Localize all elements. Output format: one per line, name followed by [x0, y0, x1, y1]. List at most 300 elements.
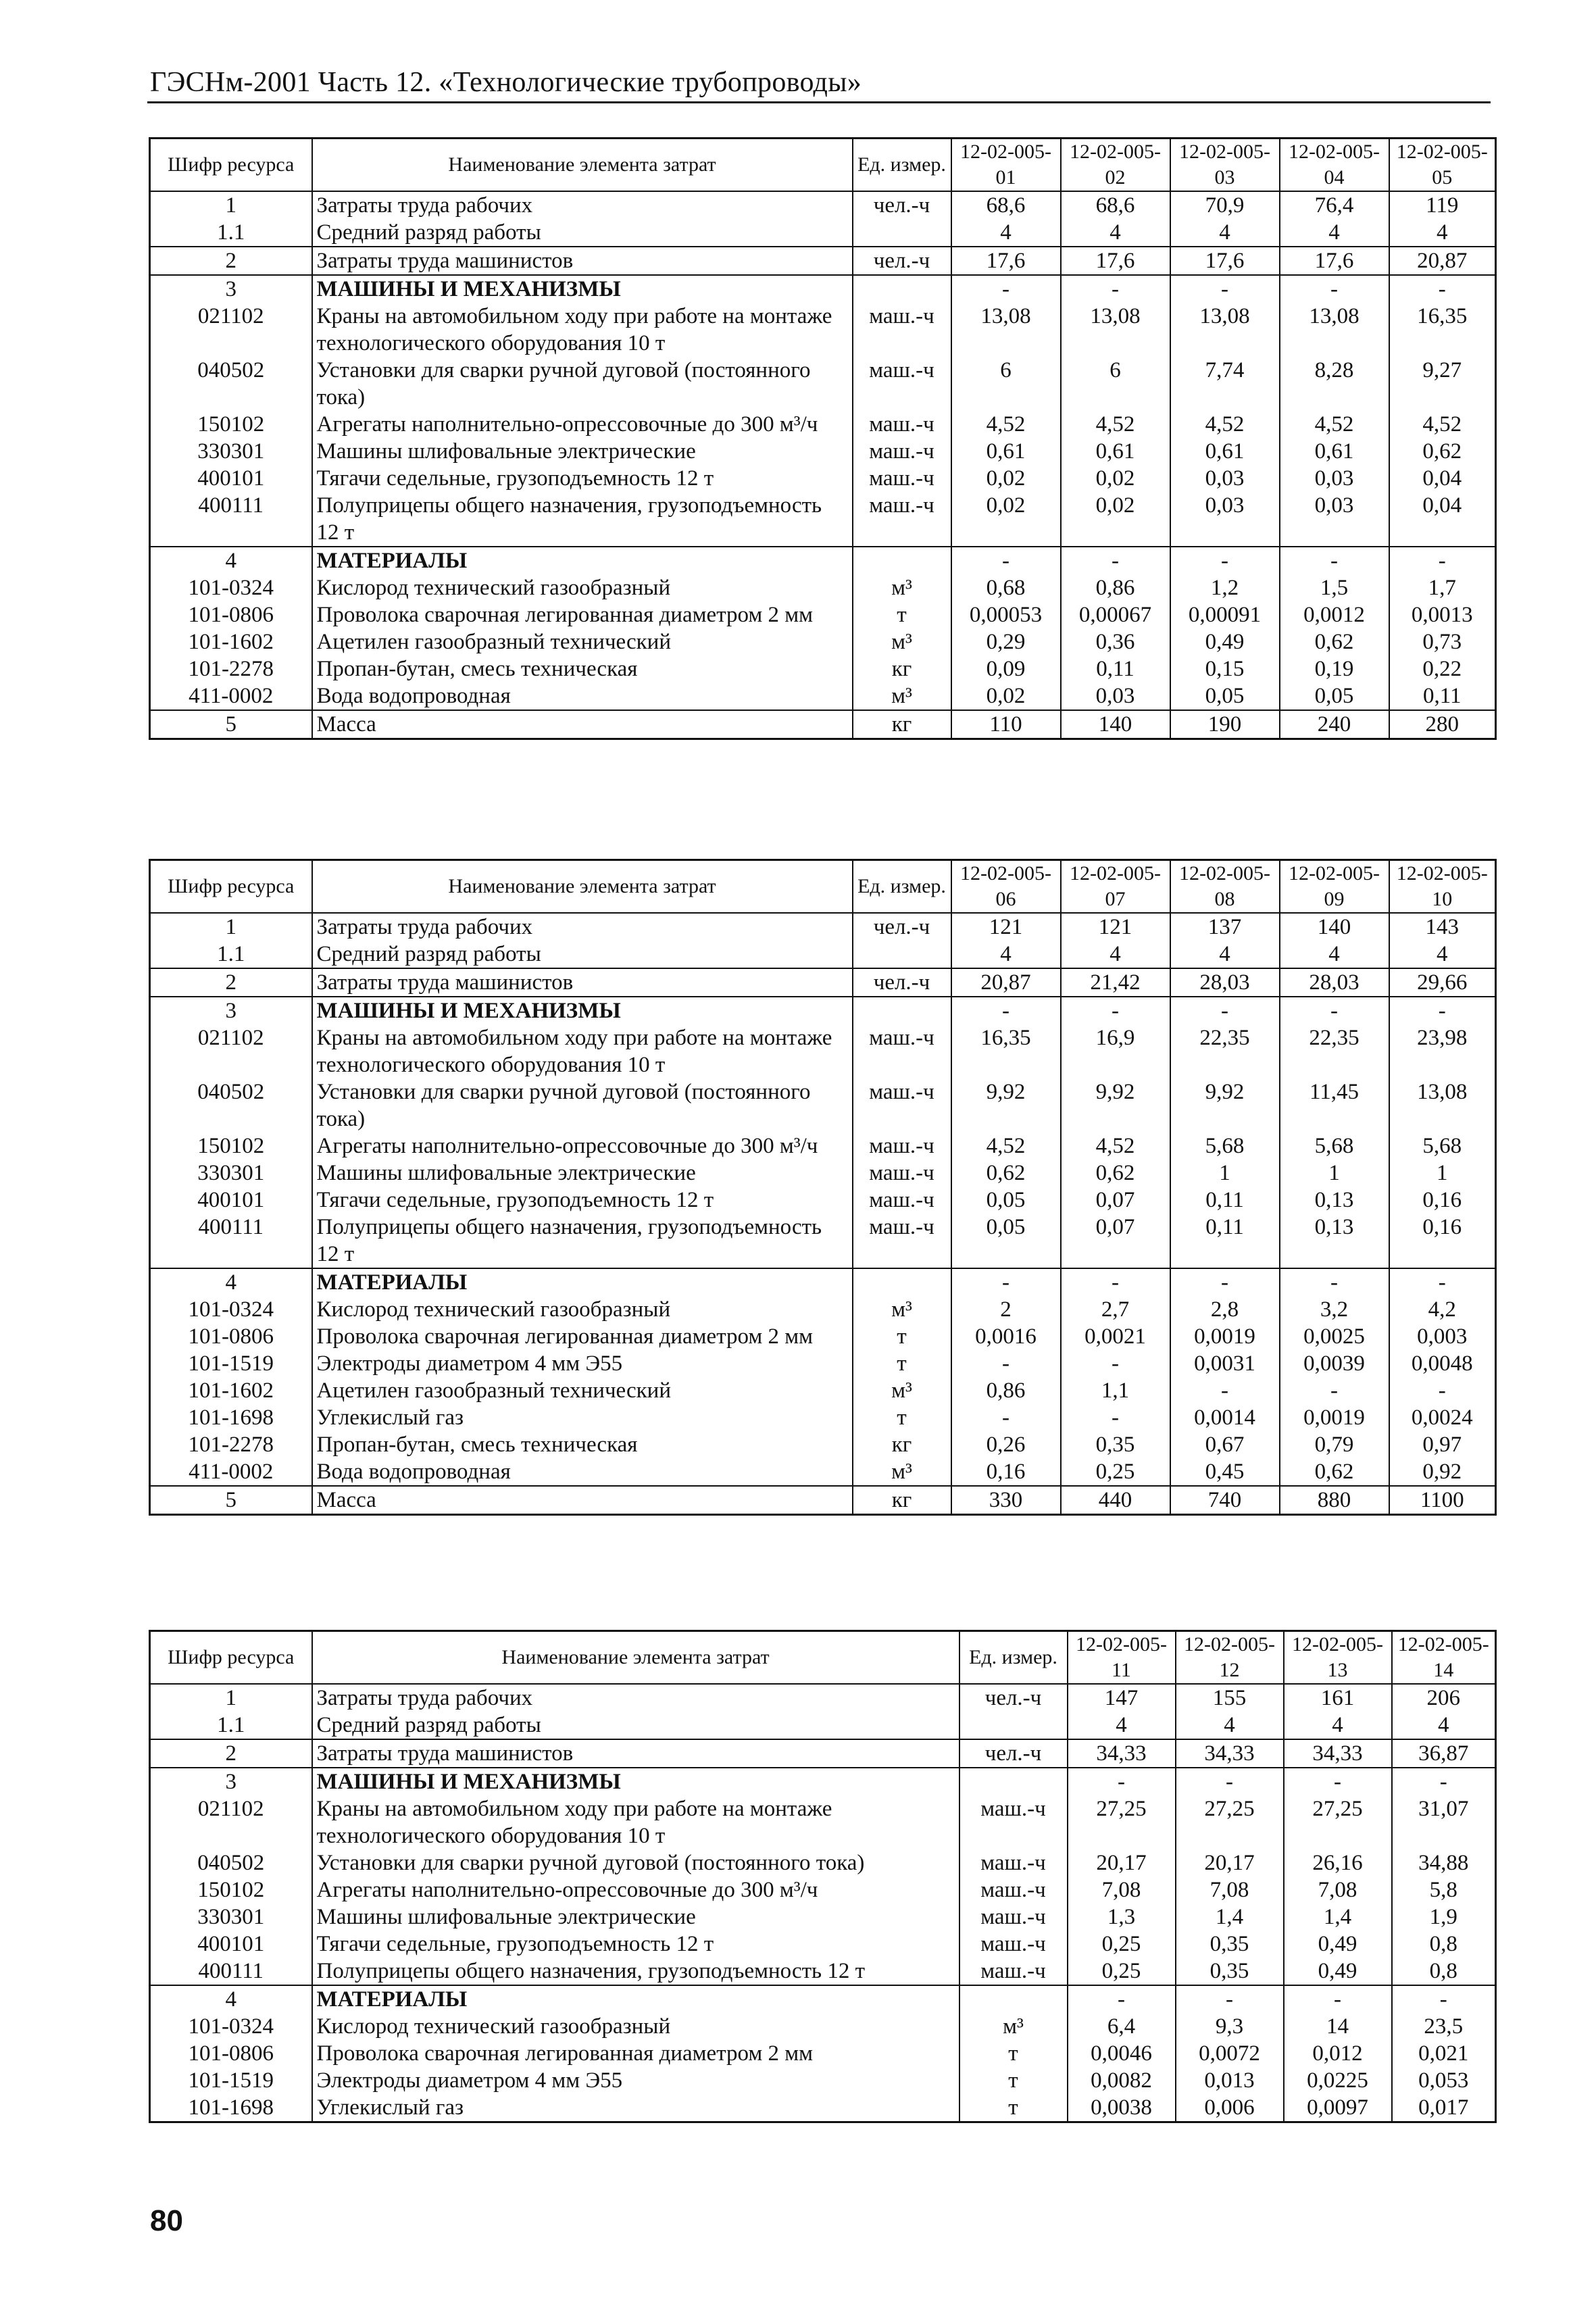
norm-value: 1,4 [1176, 1903, 1284, 1931]
resource-code: 101-2278 [150, 655, 312, 682]
table-row [150, 303, 1496, 357]
norm-value: 13,08 [1170, 303, 1280, 357]
norm-value: 0,006 [1176, 2094, 1284, 2122]
norm-value: 240 [1280, 710, 1389, 739]
unit-of-measure [853, 941, 951, 968]
norm-value: 0,73 [1389, 628, 1496, 655]
norm-value: 440 [1061, 1486, 1170, 1515]
unit-of-measure [959, 1985, 1068, 2013]
norm-value: 161 [1284, 1684, 1392, 1712]
cost-element-name: Вода водопроводная [312, 1458, 853, 1486]
norm-value: 0,16 [951, 1458, 1061, 1486]
norm-value: 0,03 [1280, 465, 1389, 492]
norm-value: 0,02 [951, 492, 1061, 547]
norm-value: 28,03 [1170, 968, 1280, 997]
norm-value: 0,0048 [1389, 1350, 1496, 1377]
unit-of-measure: т [959, 2094, 1068, 2122]
resource-code: 400101 [150, 1187, 312, 1214]
norm-value: 68,6 [1061, 191, 1170, 219]
unit-of-measure: т [959, 2040, 1068, 2067]
norm-value: 0,0038 [1068, 2094, 1176, 2122]
norm-value: 13,08 [1389, 1078, 1496, 1132]
resource-code: 040502 [150, 1078, 312, 1132]
norm-value: 880 [1280, 1486, 1389, 1515]
norm-value: 0,13 [1280, 1187, 1389, 1214]
norm-value: 4 [1176, 1712, 1284, 1739]
table-row [150, 1350, 1496, 1377]
norm-value: 28,03 [1280, 968, 1389, 997]
table-row [150, 547, 1496, 574]
norm-value: - [1280, 997, 1389, 1024]
resource-code: 021102 [150, 1024, 312, 1078]
norm-value: 0,0019 [1170, 1323, 1280, 1350]
unit-of-measure: маш.-ч [853, 411, 951, 438]
norm-value: 7,08 [1284, 1876, 1392, 1903]
norm-value: 0,0012 [1280, 601, 1389, 628]
table-row [150, 357, 1496, 411]
unit-of-measure: т [853, 601, 951, 628]
unit-of-measure: чел.-ч [853, 968, 951, 997]
cost-element-name: Агрегаты наполнительно-опрессовочные до 300 м³/ч [312, 1132, 853, 1160]
norm-value: - [1284, 1768, 1392, 1795]
table-row [150, 1024, 1496, 1078]
norm-value: - [1176, 1768, 1284, 1795]
unit-of-measure: чел.-ч [959, 1739, 1068, 1768]
norm-value: 330 [951, 1486, 1061, 1515]
resource-code: 040502 [150, 1849, 312, 1876]
unit-of-measure: т [959, 2067, 1068, 2094]
norm-value: 9,27 [1389, 357, 1496, 411]
resource-code: 400101 [150, 1931, 312, 1958]
table-row [150, 1958, 1496, 1985]
unit-of-measure: маш.-ч [853, 1078, 951, 1132]
cost-element-name: Полуприцепы общего назначения, грузоподъемность 12 т [312, 1214, 853, 1268]
norm-value: 4 [1392, 1712, 1496, 1739]
norm-value: 4,52 [1389, 411, 1496, 438]
unit-of-measure: маш.-ч [959, 1876, 1068, 1903]
norm-value: 4,52 [1170, 411, 1280, 438]
unit-of-measure: чел.-ч [853, 191, 951, 219]
cost-element-name: Электроды диаметром 4 мм Э55 [312, 2067, 959, 2094]
norm-value: 0,16 [1389, 1187, 1496, 1214]
norm-value: 0,017 [1392, 2094, 1496, 2122]
norm-value: 0,26 [951, 1431, 1061, 1458]
cost-element-name: МАШИНЫ И МЕХАНИЗМЫ [312, 1768, 959, 1795]
norm-value: 0,62 [1280, 628, 1389, 655]
resource-code: 330301 [150, 1160, 312, 1187]
cost-element-name: Средний разряд работы [312, 219, 853, 247]
norm-value: 17,6 [951, 247, 1061, 275]
table-row [150, 2013, 1496, 2040]
norm-value: 4 [1284, 1712, 1392, 1739]
norm-value: - [1170, 1268, 1280, 1296]
norm-value: 0,05 [951, 1214, 1061, 1268]
resource-code: 101-0324 [150, 574, 312, 601]
unit-of-measure: кг [853, 1486, 951, 1515]
table-header-row [150, 1631, 1496, 1685]
norm-value: 0,61 [1061, 438, 1170, 465]
unit-of-measure: м³ [959, 2013, 1068, 2040]
table-row [150, 191, 1496, 219]
norm-value: 17,6 [1061, 247, 1170, 275]
table-row [150, 1768, 1496, 1795]
column-header-unit: Ед. измер. [853, 860, 951, 914]
cost-element-name: Кислород технический газообразный [312, 2013, 959, 2040]
norm-value: 4 [1068, 1712, 1176, 1739]
column-header-name: Наименование элемента затрат [312, 1631, 959, 1685]
table-header-row [150, 139, 1496, 192]
column-header-unit: Ед. измер. [853, 139, 951, 192]
cost-element-name: Ацетилен газообразный технический [312, 1377, 853, 1404]
column-header-norm: 12-02-005-12 [1176, 1631, 1284, 1685]
resource-code: 1 [150, 191, 312, 219]
norm-value: 0,25 [1068, 1958, 1176, 1985]
norm-value: - [951, 275, 1061, 303]
norm-value: 137 [1170, 913, 1280, 941]
norm-value: 206 [1392, 1684, 1496, 1712]
table-row [150, 1078, 1496, 1132]
norm-value: 16,35 [951, 1024, 1061, 1078]
norm-value: 1,3 [1068, 1903, 1176, 1931]
column-header-norm: 12-02-005-08 [1170, 860, 1280, 914]
norm-value: 0,35 [1176, 1958, 1284, 1985]
norm-value: 5,68 [1389, 1132, 1496, 1160]
norm-value: 155 [1176, 1684, 1284, 1712]
cost-element-name: Средний разряд работы [312, 1712, 959, 1739]
norm-value: 20,17 [1176, 1849, 1284, 1876]
norm-value: 0,97 [1389, 1431, 1496, 1458]
resource-code: 3 [150, 275, 312, 303]
norm-value: 0,61 [1280, 438, 1389, 465]
cost-element-name: Установки для сварки ручной дуговой (постоянного тока) [312, 1849, 959, 1876]
norm-table-3 [149, 1630, 1497, 2123]
norm-value: 0,0016 [951, 1323, 1061, 1350]
unit-of-measure [853, 997, 951, 1024]
norm-value: 3,2 [1280, 1296, 1389, 1323]
cost-element-name: Затраты труда рабочих [312, 1684, 959, 1712]
norm-value: 6 [951, 357, 1061, 411]
cost-element-name: Электроды диаметром 4 мм Э55 [312, 1350, 853, 1377]
resource-code: 101-1602 [150, 628, 312, 655]
norm-value: 0,0082 [1068, 2067, 1176, 2094]
resource-code: 400111 [150, 1214, 312, 1268]
norm-value: 0,02 [951, 465, 1061, 492]
norm-value: 23,5 [1392, 2013, 1496, 2040]
norm-value: - [951, 997, 1061, 1024]
norm-value: 0,15 [1170, 655, 1280, 682]
cost-element-name: Кислород технический газообразный [312, 574, 853, 601]
resource-code: 4 [150, 1268, 312, 1296]
norm-value: 4,52 [1061, 411, 1170, 438]
cost-element-name: МАТЕРИАЛЫ [312, 547, 853, 574]
table-row [150, 1187, 1496, 1214]
cost-element-name: Тягачи седельные, грузоподъемность 12 т [312, 465, 853, 492]
column-header-norm: 12-02-005-04 [1280, 139, 1389, 192]
table-row [150, 411, 1496, 438]
unit-of-measure: маш.-ч [959, 1958, 1068, 1985]
table-row [150, 1458, 1496, 1486]
norm-value: 0,79 [1280, 1431, 1389, 1458]
norm-value: 6 [1061, 357, 1170, 411]
norm-value: 0,07 [1061, 1214, 1170, 1268]
resource-code: 411-0002 [150, 682, 312, 710]
cost-element-name: МАШИНЫ И МЕХАНИЗМЫ [312, 997, 853, 1024]
cost-element-name: Затраты труда машинистов [312, 1739, 959, 1768]
unit-of-measure: м³ [853, 1296, 951, 1323]
norm-value: 121 [951, 913, 1061, 941]
table-row [150, 941, 1496, 968]
unit-of-measure: маш.-ч [853, 465, 951, 492]
unit-of-measure: маш.-ч [853, 1132, 951, 1160]
column-header-norm: 12-02-005-07 [1061, 860, 1170, 914]
norm-value: 110 [951, 710, 1061, 739]
table-row [150, 1712, 1496, 1739]
table-row [150, 465, 1496, 492]
norm-value: 0,49 [1170, 628, 1280, 655]
column-header-code: Шифр ресурса [150, 1631, 312, 1685]
table-row [150, 1486, 1496, 1515]
table-row [150, 601, 1496, 628]
norm-value: 0,03 [1280, 492, 1389, 547]
norm-value: 9,92 [1170, 1078, 1280, 1132]
norm-value: 0,13 [1280, 1214, 1389, 1268]
norm-value: 4 [1170, 941, 1280, 968]
norm-value: 4,52 [1061, 1132, 1170, 1160]
resource-code: 101-0324 [150, 1296, 312, 1323]
norm-value: 280 [1389, 710, 1496, 739]
resource-code: 101-1519 [150, 1350, 312, 1377]
unit-of-measure: м³ [853, 1458, 951, 1486]
table-row [150, 655, 1496, 682]
norm-value: 34,33 [1068, 1739, 1176, 1768]
unit-of-measure: маш.-ч [853, 1187, 951, 1214]
resource-code: 411-0002 [150, 1458, 312, 1486]
norm-value: 4 [1389, 219, 1496, 247]
norm-value: 4 [951, 219, 1061, 247]
column-header-norm: 12-02-005-09 [1280, 860, 1389, 914]
resource-code: 101-1698 [150, 1404, 312, 1431]
norm-value: 0,053 [1392, 2067, 1496, 2094]
norm-value: 13,08 [1280, 303, 1389, 357]
norm-value: 0,92 [1389, 1458, 1496, 1486]
unit-of-measure: т [853, 1323, 951, 1350]
norm-value: 0,003 [1389, 1323, 1496, 1350]
norm-value: 5,68 [1170, 1132, 1280, 1160]
column-header-norm: 12-02-005-14 [1392, 1631, 1496, 1685]
norm-value: 27,25 [1284, 1795, 1392, 1849]
norm-value: 0,09 [951, 655, 1061, 682]
norm-value: 1 [1389, 1160, 1496, 1187]
norm-value: 2,8 [1170, 1296, 1280, 1323]
cost-element-name: Краны на автомобильном ходу при работе на монтаже технологического оборудования 10 т [312, 303, 853, 357]
norm-table-2 [149, 859, 1497, 1516]
norm-value: - [1176, 1985, 1284, 2013]
norm-value: 27,25 [1176, 1795, 1284, 1849]
resource-code: 150102 [150, 1132, 312, 1160]
table-row [150, 1985, 1496, 2013]
norm-value: 0,0021 [1061, 1323, 1170, 1350]
table-row [150, 1849, 1496, 1876]
norm-value: 5,8 [1392, 1876, 1496, 1903]
norm-value: 8,28 [1280, 357, 1389, 411]
norm-value: 1,7 [1389, 574, 1496, 601]
norm-value: 0,22 [1389, 655, 1496, 682]
unit-of-measure: чел.-ч [959, 1684, 1068, 1712]
norm-value: - [1280, 547, 1389, 574]
norm-value: 4,52 [951, 1132, 1061, 1160]
unit-of-measure: маш.-ч [853, 1214, 951, 1268]
table-row [150, 1684, 1496, 1712]
cost-element-name: Агрегаты наполнительно-опрессовочные до 300 м³/ч [312, 411, 853, 438]
cost-element-name: МАТЕРИАЛЫ [312, 1268, 853, 1296]
norm-value: 0,0039 [1280, 1350, 1389, 1377]
cost-element-name: Краны на автомобильном ходу при работе на монтаже технологического оборудования 10 т [312, 1795, 959, 1849]
norm-value: 0,61 [951, 438, 1061, 465]
unit-of-measure: т [853, 1404, 951, 1431]
norm-value: 7,08 [1176, 1876, 1284, 1903]
resource-code: 1.1 [150, 1712, 312, 1739]
table-row [150, 438, 1496, 465]
unit-of-measure: кг [853, 1431, 951, 1458]
norm-value: - [1061, 1268, 1170, 1296]
column-header-unit: Ед. измер. [959, 1631, 1068, 1685]
table-row [150, 1377, 1496, 1404]
table-row [150, 913, 1496, 941]
norm-value: 0,86 [951, 1377, 1061, 1404]
norm-value: - [1280, 275, 1389, 303]
cost-element-name: Проволока сварочная легированная диаметром 2 мм [312, 2040, 959, 2067]
resource-code: 021102 [150, 1795, 312, 1849]
cost-element-name: Масса [312, 1486, 853, 1515]
norm-value: 0,25 [1068, 1931, 1176, 1958]
norm-value: - [1392, 1985, 1496, 2013]
unit-of-measure: маш.-ч [959, 1849, 1068, 1876]
norm-value: 0,35 [1061, 1431, 1170, 1458]
resource-code: 3 [150, 997, 312, 1024]
table-row [150, 1323, 1496, 1350]
norm-value: 6,4 [1068, 2013, 1176, 2040]
resource-code: 330301 [150, 438, 312, 465]
norm-value: 23,98 [1389, 1024, 1496, 1078]
norm-value: 0,0225 [1284, 2067, 1392, 2094]
table-row [150, 1160, 1496, 1187]
norm-value: 0,49 [1284, 1931, 1392, 1958]
unit-of-measure: т [853, 1350, 951, 1377]
norm-value: 0,11 [1170, 1187, 1280, 1214]
cost-element-name: Затраты труда рабочих [312, 191, 853, 219]
cost-element-name: Тягачи седельные, грузоподъемность 12 т [312, 1187, 853, 1214]
unit-of-measure: м³ [853, 1377, 951, 1404]
norm-value: 0,45 [1170, 1458, 1280, 1486]
norm-value: 0,02 [1061, 465, 1170, 492]
norm-value: 21,42 [1061, 968, 1170, 997]
unit-of-measure: маш.-ч [853, 357, 951, 411]
unit-of-measure [853, 547, 951, 574]
table-row [150, 1296, 1496, 1323]
table-row [150, 682, 1496, 710]
resource-code: 4 [150, 547, 312, 574]
norm-value: 29,66 [1389, 968, 1496, 997]
unit-of-measure: маш.-ч [853, 492, 951, 547]
norm-value: 0,25 [1061, 1458, 1170, 1486]
norm-value: 0,67 [1170, 1431, 1280, 1458]
norm-value: 1,9 [1392, 1903, 1496, 1931]
cost-element-name: Машины шлифовальные электрические [312, 438, 853, 465]
table-header-row [150, 860, 1496, 914]
cost-element-name: Углекислый газ [312, 2094, 959, 2122]
norm-value: - [1389, 1377, 1496, 1404]
column-header-norm: 12-02-005-13 [1284, 1631, 1392, 1685]
norm-value: 16,9 [1061, 1024, 1170, 1078]
cost-element-name: Ацетилен газообразный технический [312, 628, 853, 655]
table-row [150, 2094, 1496, 2122]
unit-of-measure: маш.-ч [959, 1795, 1068, 1849]
norm-value: - [1061, 1350, 1170, 1377]
page-number: 80 [150, 2204, 183, 2237]
norm-value: 20,87 [1389, 247, 1496, 275]
norm-value: 27,25 [1068, 1795, 1176, 1849]
norm-value: 0,021 [1392, 2040, 1496, 2067]
cost-element-name: МАТЕРИАЛЫ [312, 1985, 959, 2013]
resource-code: 330301 [150, 1903, 312, 1931]
norm-value: 5,68 [1280, 1132, 1389, 1160]
norm-value: 0,0046 [1068, 2040, 1176, 2067]
cost-element-name: Масса [312, 710, 853, 739]
norm-value: 1,1 [1061, 1377, 1170, 1404]
table-row [150, 1876, 1496, 1903]
norm-value: 0,0024 [1389, 1404, 1496, 1431]
norm-value: 22,35 [1280, 1024, 1389, 1078]
norm-value: 0,19 [1280, 655, 1389, 682]
table-row [150, 275, 1496, 303]
norm-value: - [951, 1268, 1061, 1296]
norm-value: - [1389, 1268, 1496, 1296]
norm-value: 190 [1170, 710, 1280, 739]
norm-value: 0,00067 [1061, 601, 1170, 628]
norm-value: - [1061, 547, 1170, 574]
norm-value: 34,33 [1176, 1739, 1284, 1768]
unit-of-measure: маш.-ч [959, 1931, 1068, 1958]
norm-table-1 [149, 137, 1497, 740]
norm-value: 740 [1170, 1486, 1280, 1515]
unit-of-measure: чел.-ч [853, 913, 951, 941]
norm-value: 0,013 [1176, 2067, 1284, 2094]
norm-value: 34,88 [1392, 1849, 1496, 1876]
norm-value: - [951, 1350, 1061, 1377]
unit-of-measure: чел.-ч [853, 247, 951, 275]
norm-value: 0,86 [1061, 574, 1170, 601]
norm-value: 0,07 [1061, 1187, 1170, 1214]
norm-value: 31,07 [1392, 1795, 1496, 1849]
unit-of-measure: маш.-ч [853, 303, 951, 357]
norm-value: 2,7 [1061, 1296, 1170, 1323]
norm-value: 0,0014 [1170, 1404, 1280, 1431]
norm-value: 26,16 [1284, 1849, 1392, 1876]
norm-value: 140 [1280, 913, 1389, 941]
resource-code: 101-0806 [150, 601, 312, 628]
resource-code: 040502 [150, 357, 312, 411]
table-row [150, 1931, 1496, 1958]
norm-value: - [951, 1404, 1061, 1431]
norm-value: - [1280, 1268, 1389, 1296]
norm-value: 17,6 [1170, 247, 1280, 275]
norm-value: 4,52 [1280, 411, 1389, 438]
norm-value: 4,52 [951, 411, 1061, 438]
resource-code: 2 [150, 1739, 312, 1768]
cost-element-name: Краны на автомобильном ходу при работе на монтаже технологического оборудования 10 т [312, 1024, 853, 1078]
norm-value: - [951, 547, 1061, 574]
column-header-name: Наименование элемента затрат [312, 860, 853, 914]
